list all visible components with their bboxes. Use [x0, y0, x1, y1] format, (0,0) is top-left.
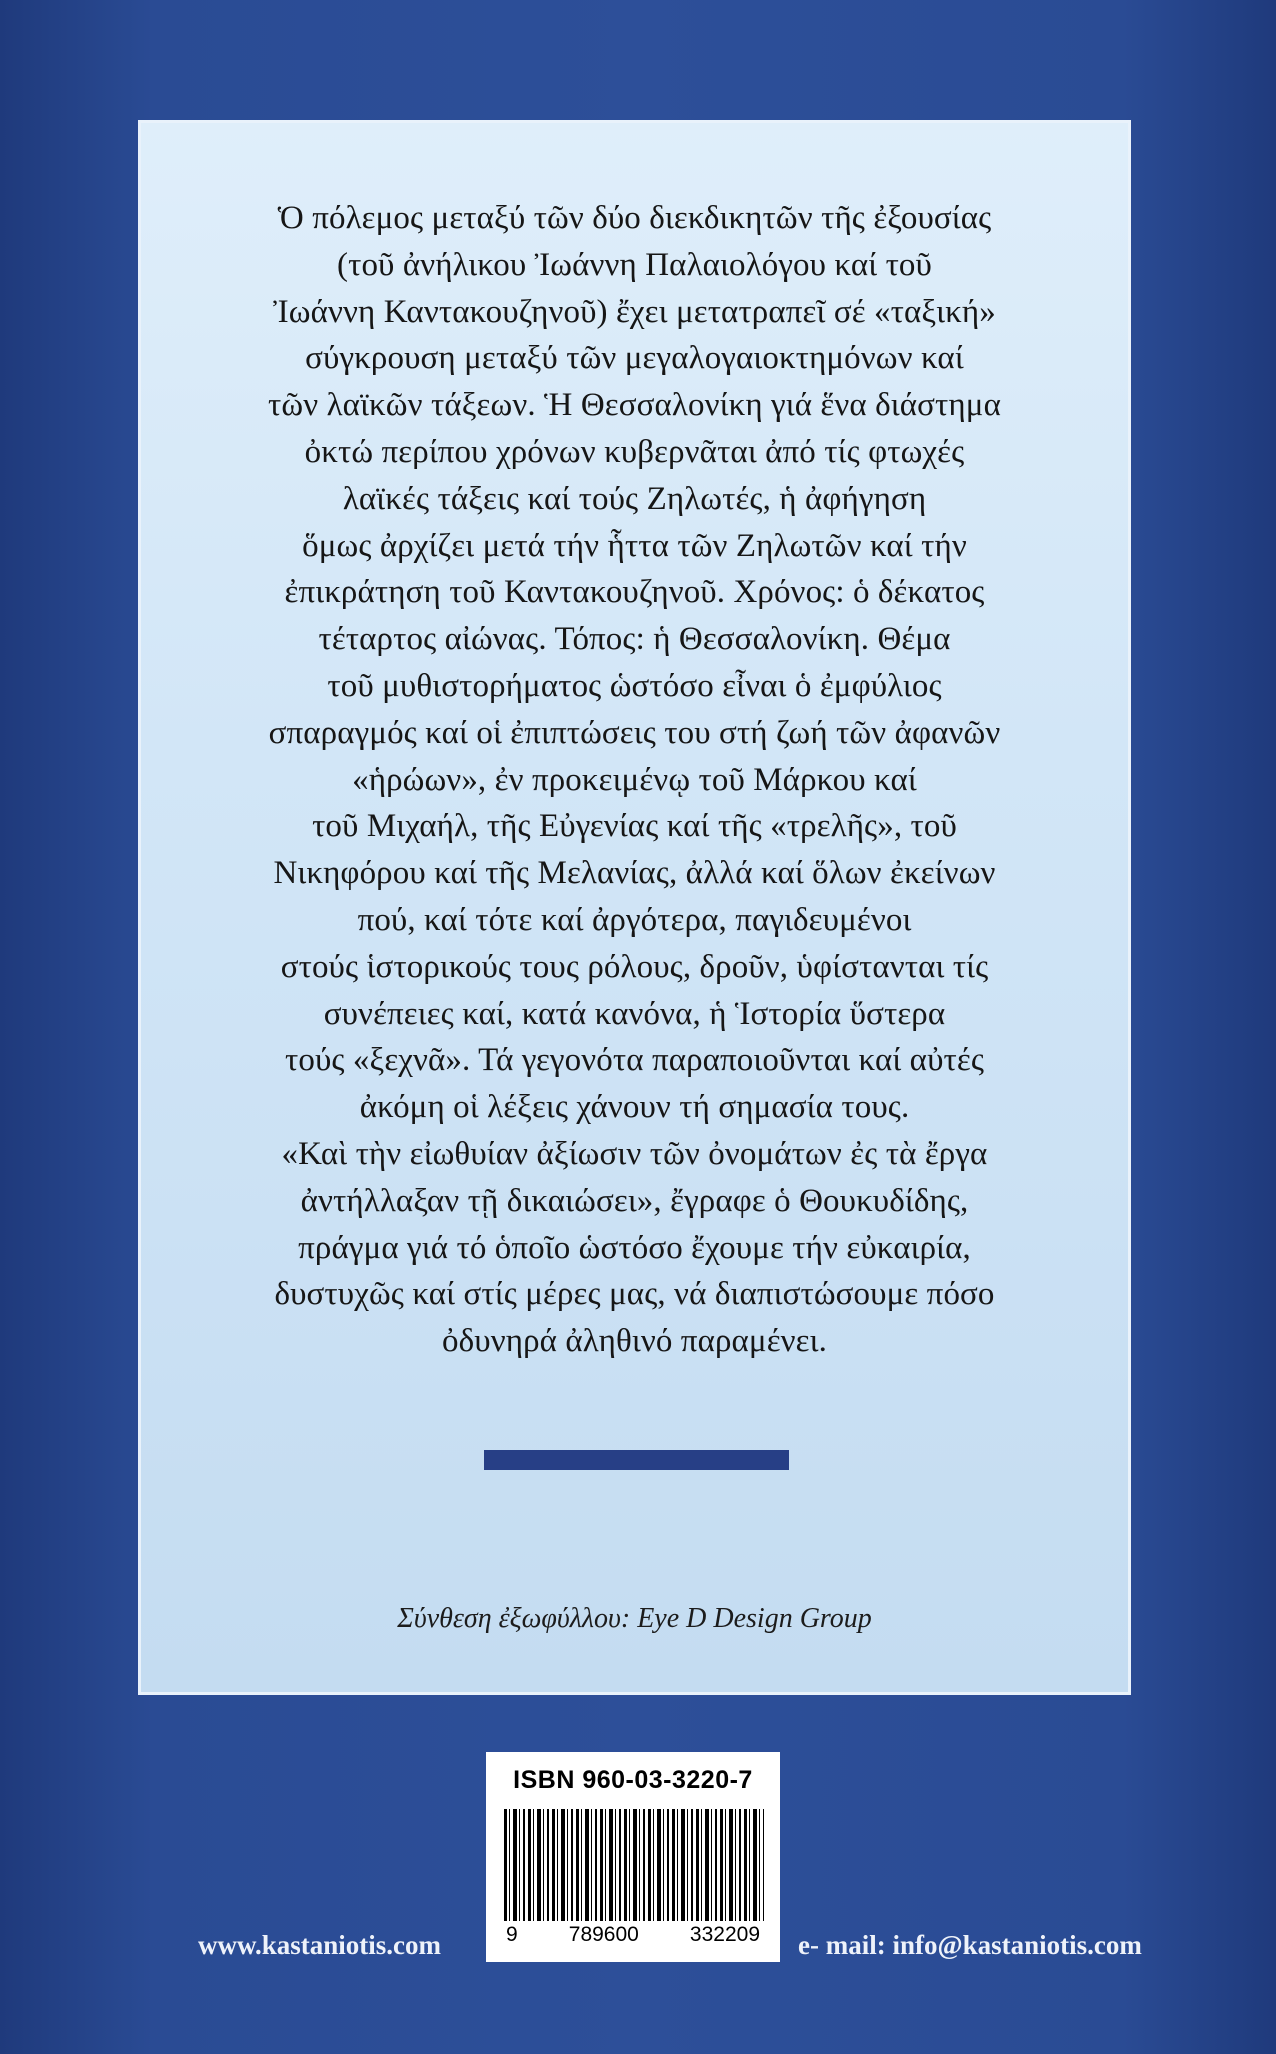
blurb-line: «Καὶ τὴν εἰωθυίαν ἀξίωσιν τῶν ὀνομάτων ἐς τὰ ἔργα: [281, 1135, 988, 1172]
blurb-line: ὀκτώ περίπου χρόνων κυβερνᾶται ἀπό τίς φτωχές: [304, 433, 965, 470]
decorative-rule: [484, 1450, 789, 1470]
blurb-line: Νικηφόρου καί τῆς Μελανίας, ἀλλά καί ὅλων ἐκείνων: [273, 855, 996, 892]
blurb-text: [161, 195, 1108, 1365]
publisher-website: www.kastaniotis.com: [198, 1930, 442, 1960]
blurb-line: λαϊκές τάξεις καί τούς Ζηλωτές, ἡ ἀφήγηση: [342, 480, 927, 517]
blurb-line: σύγκρουση μεταξύ τῶν μεγαλογαιοκτημόνων καί: [305, 340, 964, 377]
barcode-digit-group: 332209: [689, 1923, 760, 1946]
blurb-line: ὅμως ἀρχίζει μετά τήν ἧττα τῶν Ζηλωτῶν καί τήν: [302, 527, 967, 564]
barcode-digits: [502, 1923, 764, 1947]
blurb-line: πράγμα γιά τό ὁποῖο ὡστόσο ἔχουμε τήν εὐκαιρία,: [298, 1229, 971, 1266]
blurb-line: ὀδυνηρά ἀληθινό παραμένει.: [442, 1323, 827, 1360]
blurb-line: Ὁ πόλεμος μεταξύ τῶν δύο διεκδικητῶν τῆς ἐξουσίας: [277, 200, 992, 236]
blurb-line: στούς ἱστορικούς τους ρόλους, δροῦν, ὑφίστανται τίς: [280, 948, 989, 985]
isbn-label: ISBN 960-03-3220-7: [513, 1766, 753, 1794]
blurb-line: πού, καί τότε καί ἀργότερα, παγιδευμένοι: [357, 901, 912, 938]
blurb-line: τούς «ξεχνᾶ». Τά γεγονότα παραποιοῦνται καί αὐτές: [284, 1042, 984, 1079]
blurb-line: τέταρτος αἰώνας. Τόπος: ἡ Θεσσαλονίκη. Θέμα: [318, 621, 951, 658]
blurb-line: τοῦ Μιχαήλ, τῆς Εὐγενίας καί τῆς «τρελῆς», τοῦ: [312, 808, 957, 845]
blurb-line: ἀκόμη οἱ λέξεις χάνουν τή σημασία τους.: [359, 1089, 910, 1126]
blurb-panel: [138, 120, 1131, 1695]
blurb-line: (τοῦ ἀνήλικου Ἰωάννη Παλαιολόγου καί τοῦ: [337, 246, 932, 283]
blurb-line: συνέπειες καί, κατά κανόνα, ἡ Ἱστορία ὕστερα: [323, 995, 946, 1032]
isbn-barcode-box: [486, 1752, 780, 1962]
blurb-line: «ἡρώων», ἐν προκειμένῳ τοῦ Μάρκου καί: [352, 761, 917, 798]
blurb-line: σπαραγμός καί οἱ ἐπιπτώσεις του στή ζωή τῶν ἀφανῶν: [268, 714, 1001, 751]
blurb-line: δυστυχῶς καί στίς μέρες μας, νά διαπιστώσουμε πόσο: [274, 1276, 995, 1313]
blurb-line: ἀντήλλαξαν τῇ δικαιώσει», ἔγραφε ὁ Θουκυδίδης,: [300, 1182, 969, 1219]
barcode-icon: [504, 1809, 764, 1921]
blurb-line: τῶν λαϊκῶν τάξεων. Ἡ Θεσσαλονίκη γιά ἕνα διάστημα: [268, 387, 1001, 424]
blurb-line: ἐπικράτηση τοῦ Καντακουζηνοῦ. Χρόνος: ὁ δέκατος: [284, 574, 985, 611]
blurb-line: τοῦ μυθιστορήματος ὡστόσο εἶναι ὁ ἐμφύλιος: [327, 667, 942, 704]
blurb-line: Ἰωάννη Καντακουζηνοῦ) ἔχει μετατραπεῖ σέ «ταξική»: [273, 293, 996, 330]
barcode-digit-prefix: 9: [506, 1923, 518, 1946]
barcode-digit-group: 789600: [568, 1923, 639, 1946]
publisher-email: e- mail: info@kastaniotis.com: [798, 1930, 1142, 1960]
cover-design-credit: Σύνθεση ἐξωφύλλου: Eye D Design Group: [397, 1603, 872, 1634]
